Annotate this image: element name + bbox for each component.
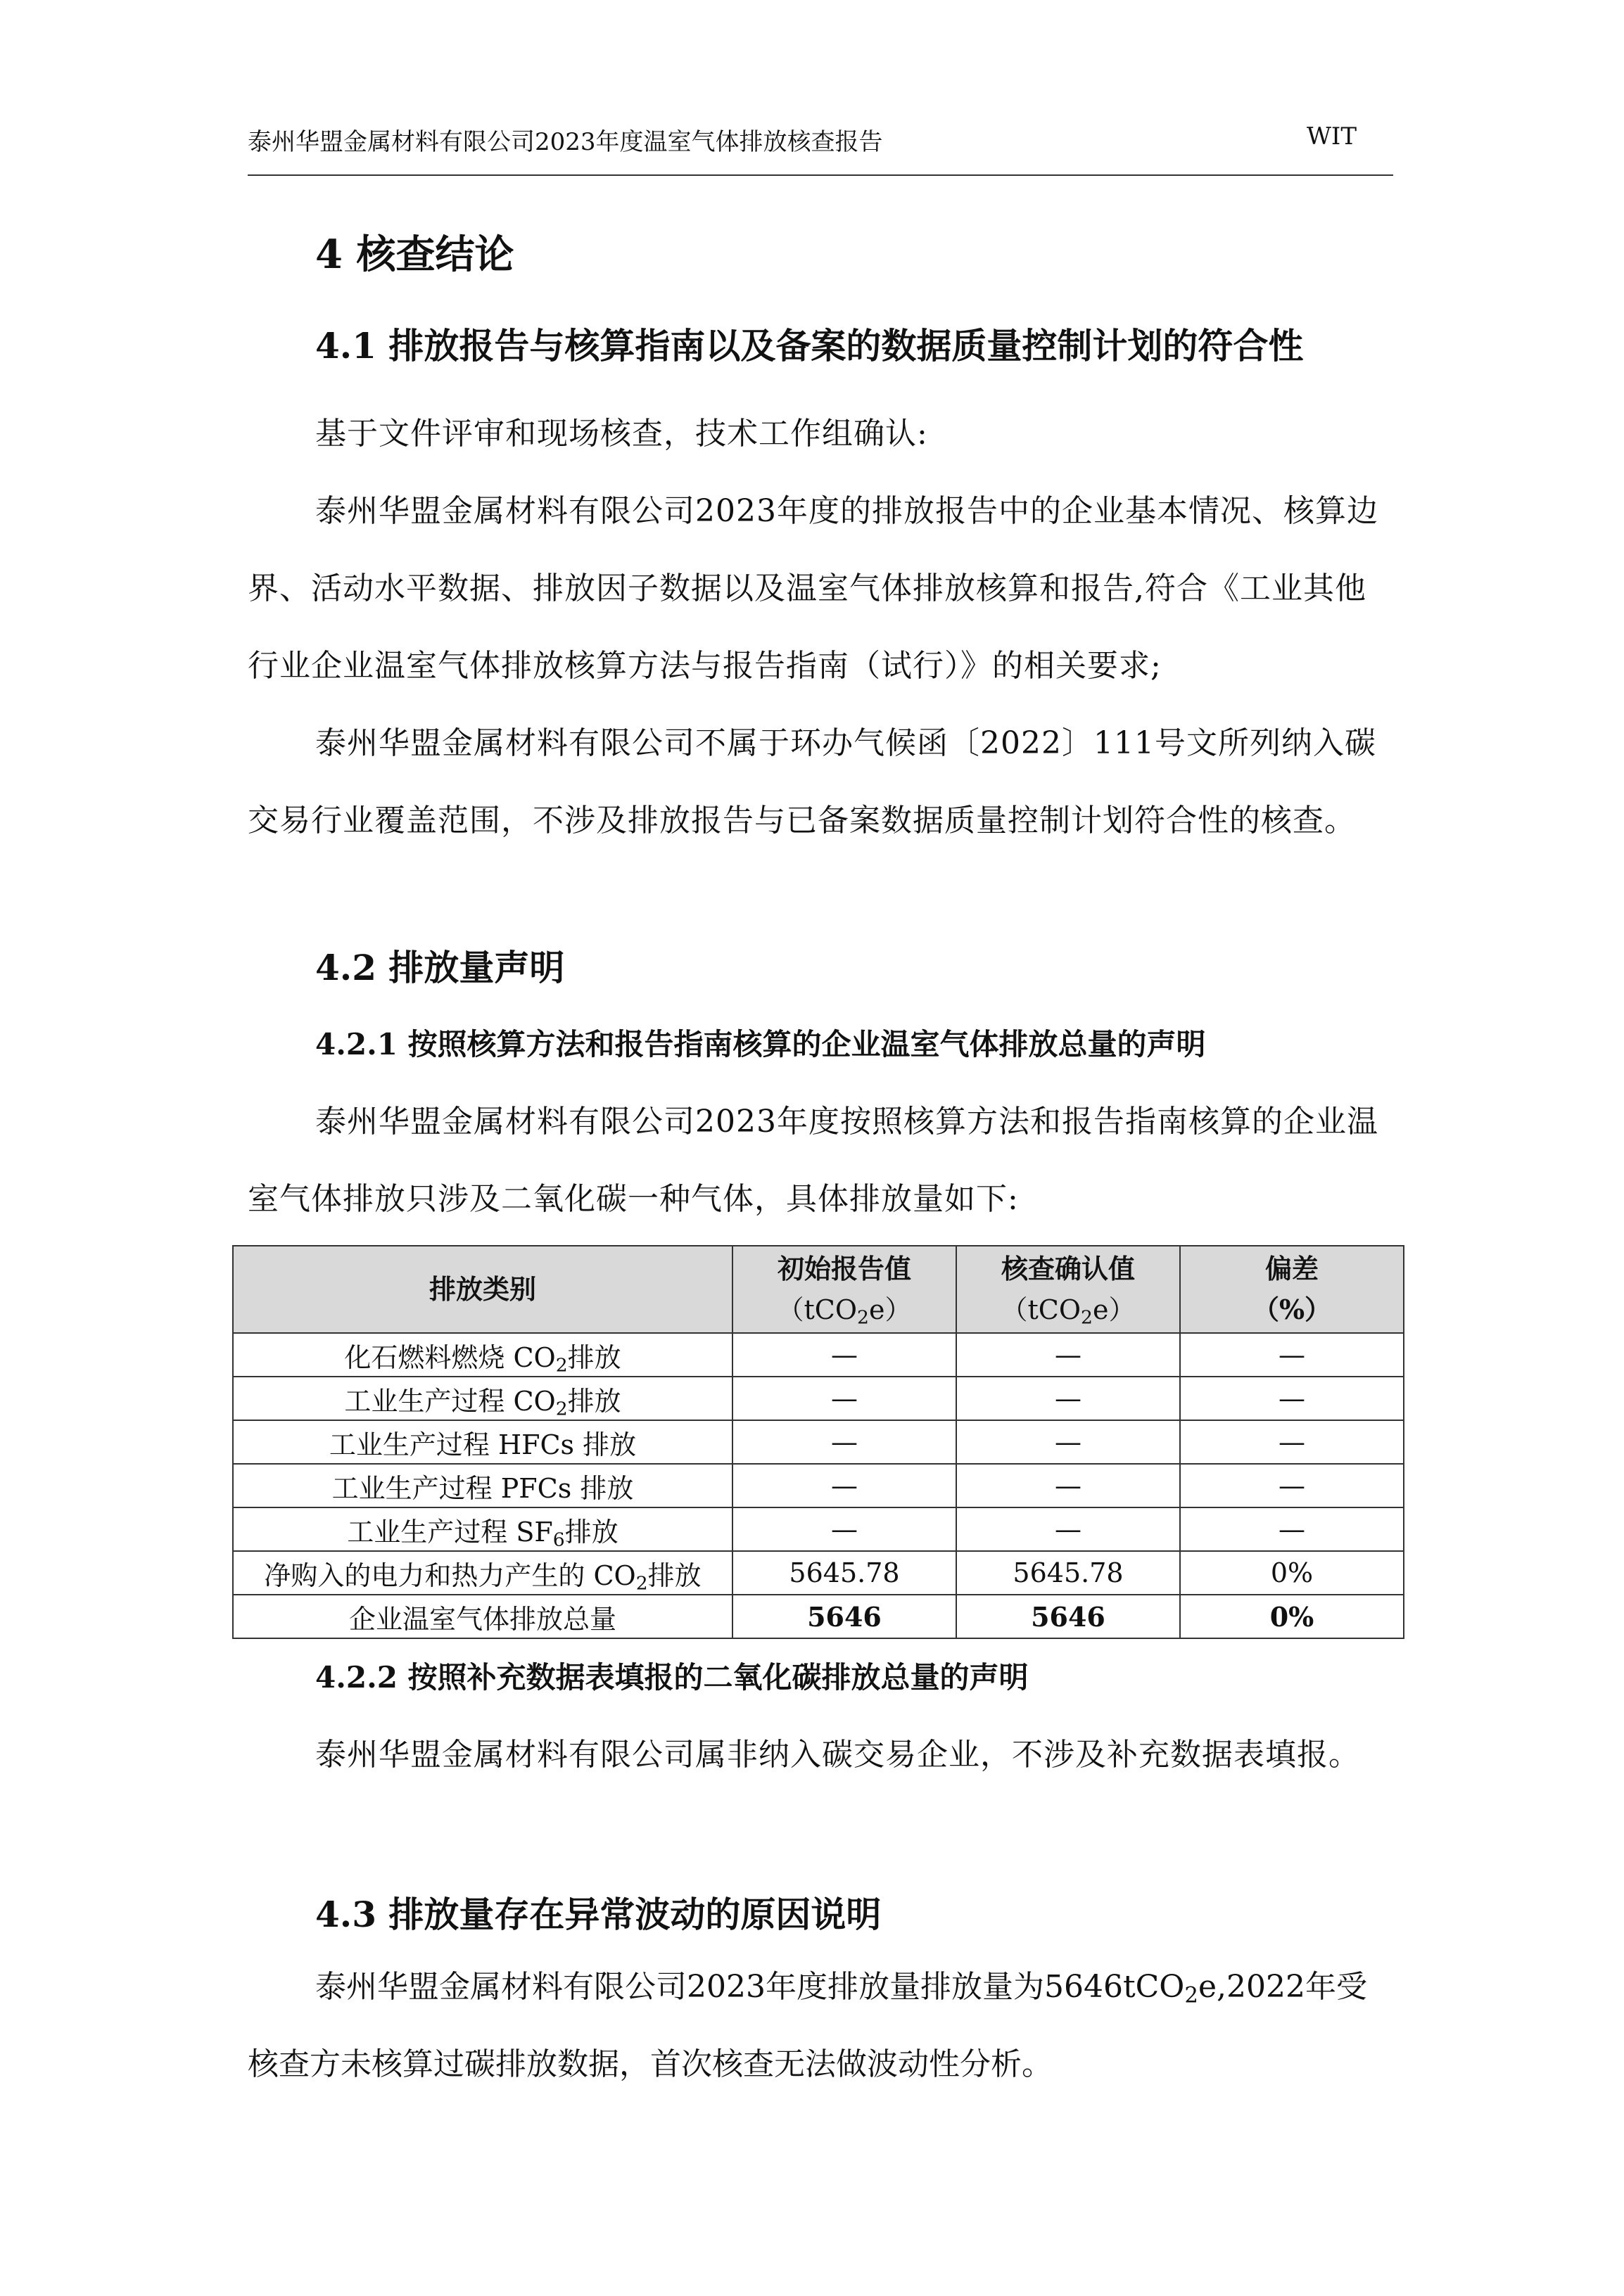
cell-category: 净购入的电力和热力产生的 $CO_2$排放 xyxy=(233,1551,732,1595)
section-4-1-para-1: 基于文件评审和现场核查，技术工作组确认: xyxy=(315,416,928,452)
section-4-2-2-title: 4.2.2 按照补充数据表填报的二氧化碳排放总量的声明 xyxy=(315,1660,1029,1695)
cell-deviation: 0% xyxy=(1180,1551,1404,1595)
section-4-3-para: 泰州华盟金属材料有限公司2023年度排放量排放量为5646tCO$_2$e,2022年受核查方未核算过碳排放数据，首次核查无法做波动性分析。 xyxy=(248,1969,1367,2082)
cell-deviation: — xyxy=(1180,1420,1404,1464)
section-4-2-1-title: 4.2.1 按照核算方法和报告指南核算的企业温室气体排放总量的声明 xyxy=(315,1027,1206,1061)
header-initial: 初始报告值 （tCO$_2$e） xyxy=(732,1246,956,1333)
section-4-title: 4 核查结论 xyxy=(315,231,514,278)
emissions-table xyxy=(232,1245,1404,1639)
cell-category: 化石燃料燃烧 $CO_2$排放 xyxy=(233,1333,732,1377)
cell-verified: — xyxy=(956,1464,1180,1507)
table-row xyxy=(233,1551,1404,1595)
header-verified: 核查确认值 （tCO$_2$e） xyxy=(956,1246,1180,1333)
cell-deviation: — xyxy=(1180,1507,1404,1551)
cell-initial: 5645.78 xyxy=(732,1551,956,1595)
cell-category: 工业生产过程 HFCs 排放 xyxy=(233,1420,732,1464)
page-header xyxy=(248,120,1393,176)
cell-initial: — xyxy=(732,1333,956,1377)
table-row xyxy=(233,1377,1404,1420)
cell-verified: — xyxy=(956,1377,1180,1420)
cell-verified: — xyxy=(956,1507,1180,1551)
cell-initial: — xyxy=(732,1507,956,1551)
cell-initial: — xyxy=(732,1420,956,1464)
cell-verified: — xyxy=(956,1333,1180,1377)
section-4-1-para-3: 泰州华盟金属材料有限公司不属于环办气候函〔2022〕111号文所列纳入碳交易行业覆盖范围，不涉及排放报告与已备案数据质量控制计划符合性的核查。 xyxy=(248,725,1376,838)
header-title: 泰州华盟金属材料有限公司2023年度温室气体排放核查报告 xyxy=(248,128,883,156)
section-4-2-2-para: 泰州华盟金属材料有限公司属非纳入碳交易企业，不涉及补充数据表填报。 xyxy=(315,1737,1360,1773)
cell-category: 工业生产过程 $SF_6$排放 xyxy=(233,1507,732,1551)
table-row xyxy=(233,1420,1404,1464)
header-category: 排放类别 xyxy=(233,1246,732,1333)
section-4-2-title: 4.2 排放量声明 xyxy=(315,947,565,988)
section-4-3-title: 4.3 排放量存在异常波动的原因说明 xyxy=(315,1894,882,1935)
section-4-1-title: 4.1 排放报告与核算指南以及备案的数据质量控制计划的符合性 xyxy=(315,325,1304,366)
table-total-row xyxy=(233,1595,1404,1638)
table-header-row xyxy=(233,1246,1404,1333)
cell-verified: — xyxy=(956,1420,1180,1464)
table-row xyxy=(233,1464,1404,1507)
table-row xyxy=(233,1507,1404,1551)
cell-initial: — xyxy=(732,1464,956,1507)
cell-deviation: — xyxy=(1180,1377,1404,1420)
cell-deviation: — xyxy=(1180,1333,1404,1377)
header-deviation: 偏差 （%） xyxy=(1180,1246,1404,1333)
header-org: WIT xyxy=(1306,122,1357,151)
table-row xyxy=(233,1333,1404,1377)
cell-category: 企业温室气体排放总量 xyxy=(233,1595,732,1638)
cell-initial: 5646 xyxy=(732,1595,956,1638)
cell-initial: — xyxy=(732,1377,956,1420)
cell-verified: 5645.78 xyxy=(956,1551,1180,1595)
cell-deviation: — xyxy=(1180,1464,1404,1507)
cell-verified: 5646 xyxy=(956,1595,1180,1638)
cell-deviation: 0% xyxy=(1180,1595,1404,1638)
section-4-1-para-2: 泰州华盟金属材料有限公司2023年度的排放报告中的企业基本情况、核算边界、活动水平数据、排放因子数据以及温室气体排放核算和报告,符合《工业其他行业企业温室气体排放核算方法与报告指南（试行）》的相关要求; xyxy=(248,493,1378,684)
cell-category: 工业生产过程 $CO_2$排放 xyxy=(233,1377,732,1420)
cell-category: 工业生产过程 PFCs 排放 xyxy=(233,1464,732,1507)
section-4-2-1-para: 泰州华盟金属材料有限公司2023年度按照核算方法和报告指南核算的企业温室气体排放只涉及二氧化碳一种气体，具体排放量如下: xyxy=(248,1104,1378,1217)
